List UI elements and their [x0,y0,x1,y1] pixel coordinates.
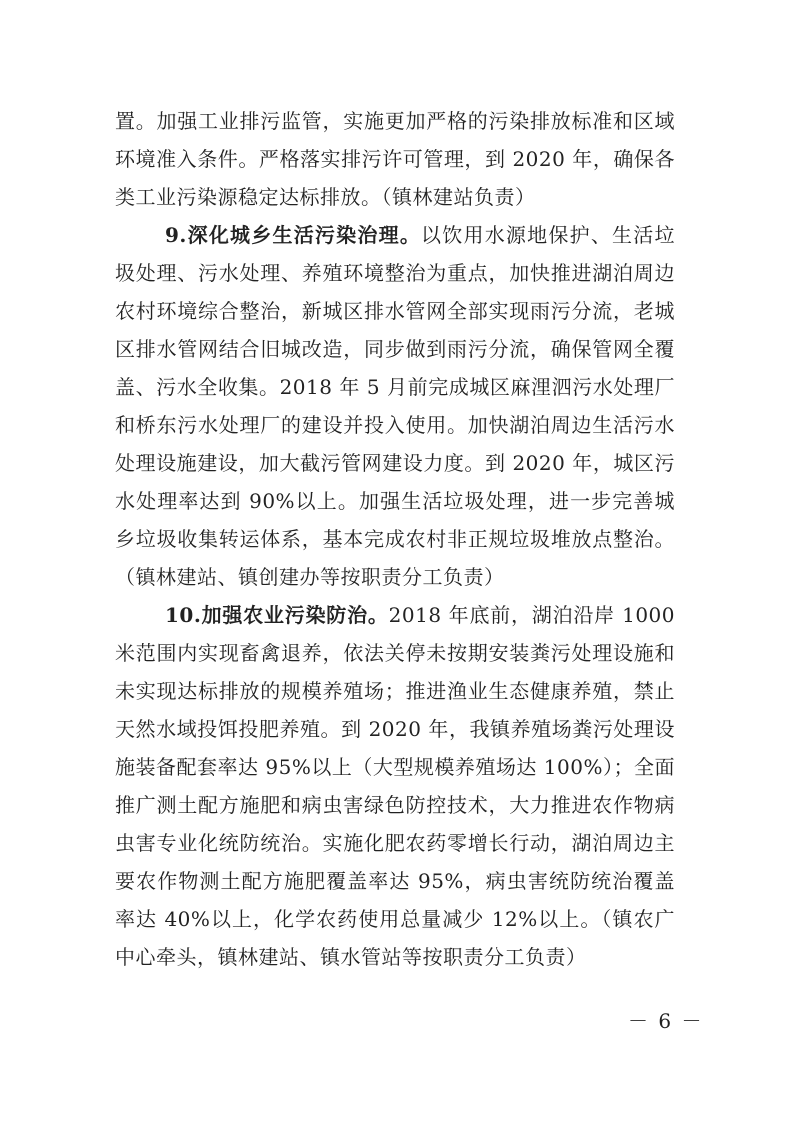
paragraph-item-10 [115,596,675,976]
item-9-text: 以饮用水源地保护、生活垃圾处理、污水处理、养殖环境整治为重点，加快推进湖泊周边农村环境综合整治，新城区排水管网全部实现雨污分流，老城区排水管网结合旧城改造，同步做到雨污分流，确保管网全覆盖、污水全收集。2018 年 5 月前完成城区麻浬泗污水处理厂和桥东污水处理厂的建设并投入使用。加快湖泊周边生活污水处理设施建设，加大截污管网建设力度。到 2020 年，城区污水处理率达到 90%以上。加强生活垃圾处理，进一步完善城乡垃圾收集转运体系，基本完成农村非正规垃圾堆放点整治。（镇林建站、镇创建办等按职责分工负责） [115,223,675,589]
item-9-heading: 9.深化城乡生活污染治理。 [165,223,422,247]
paragraph-continuation [115,102,675,216]
item-10-heading: 10.加强农业污染防治。 [165,603,389,627]
item-10-text: 2018 年底前，湖泊沿岸 1000 米范围内实现畜禽退养，依法关停未按期安装粪污处理设施和未实现达标排放的规模养殖场；推进渔业生态健康养殖，禁止天然水域投饵投肥养殖。到 2020 年，我镇养殖场粪污处理设施装备配套率达 95%以上（大型规模养殖场达 100%）；全面推广测土配方施肥和病虫害绿色防控技术，大力推进农作物病虫害专业化统防统治。实施化肥农药零增长行动，湖泊周边主要农作物测土配方施肥覆盖率达 95%，病虫害统防统治覆盖率达 40%以上，化学农药使用总量减少 12%以上。（镇农广中心牵头，镇林建站、镇水管站等按职责分工负责） [115,603,675,969]
paragraph-item-9 [115,216,675,596]
page-number: － 6 － [628,1009,704,1033]
paragraph-text: 置。加强工业排污监管，实施更加严格的污染排放标准和区域环境准入条件。严格落实排污许可管理，到 2020 年，确保各类工业污染源稳定达标排放。（镇林建站负责） [115,109,675,209]
body-text [115,102,675,976]
